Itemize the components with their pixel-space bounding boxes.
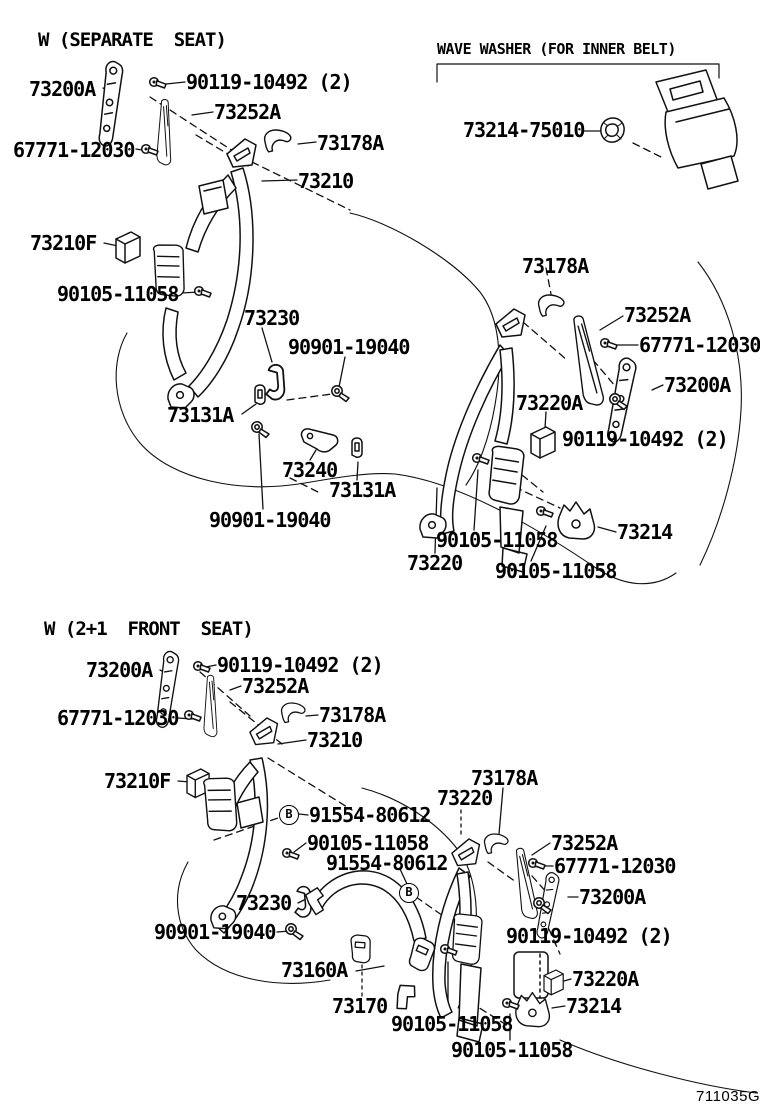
- part-drawing-retractor-rb: [453, 914, 482, 964]
- part-drawing-90901-bolt-c: [286, 924, 303, 940]
- part-label-73178A-a: 73178A: [317, 131, 384, 155]
- part-label-73131A-b: 73131A: [329, 478, 396, 502]
- part-label-73214-a: 73214: [617, 520, 673, 544]
- part-drawing-67771-screw-rb: [529, 859, 545, 869]
- part-label-91554-a: 91554-80612: [309, 803, 431, 827]
- part-drawing-73210F: [116, 232, 140, 263]
- part-drawing-73220A: [531, 427, 555, 458]
- belt-webbing-73220: [441, 345, 514, 534]
- part-label-73220-b: 73220: [437, 786, 493, 810]
- part-drawing-90119-screw-b: [194, 662, 210, 672]
- belt-webbing-center-73160A: [312, 871, 426, 941]
- fastener-marker-b2: B: [399, 883, 419, 903]
- part-label-73252A-d: 73252A: [551, 831, 618, 855]
- part-label-67771-a: 67771-12030: [13, 138, 135, 162]
- part-label-90901-c: 90901-19040: [154, 920, 276, 944]
- part-drawing-73170-buckle: [350, 934, 372, 964]
- part-label-90105-b: 90105-11058: [436, 528, 558, 552]
- fastener-marker-b1: B: [279, 805, 299, 825]
- part-label-91554-b: 91554-80612: [326, 851, 448, 875]
- part-label-73160A: 73160A: [281, 958, 348, 982]
- part-label-73210: 73210: [298, 169, 354, 193]
- part-label-90119-a: 90119-10492 (2): [186, 70, 352, 94]
- part-drawing-73214: [558, 502, 594, 539]
- part-label-90901-b: 90901-19040: [209, 508, 331, 532]
- part-label-73252A-c: 73252A: [242, 674, 309, 698]
- part-drawing-shoulder-anchor-rb: [452, 839, 480, 866]
- part-label-73178A-b: 73178A: [522, 254, 589, 278]
- part-drawing-73252A-b: [201, 675, 222, 737]
- part-drawing-90105-screw-f: [503, 999, 519, 1009]
- part-label-73230-a: 73230: [244, 306, 300, 330]
- part-drawing-67771-screw-b: [185, 711, 201, 721]
- part-label-67771-c: 67771-12030: [57, 706, 179, 730]
- part-label-73200A-c: 73200A: [86, 658, 153, 682]
- part-drawing-73178A-b: [282, 703, 305, 723]
- part-drawing-73230: [266, 365, 284, 400]
- part-drawing-73240: [301, 429, 337, 452]
- part-label-73200A-b: 73200A: [664, 373, 731, 397]
- part-label-90119-b: 90119-10492 (2): [562, 427, 728, 451]
- part-drawing-retractor-r: [489, 446, 524, 504]
- part-drawing-73178A-rb: [485, 834, 508, 854]
- part-label-90105-c: 90105-11058: [495, 559, 617, 583]
- inner-belt-housing: [514, 952, 548, 998]
- part-label-73220A-a: 73220A: [516, 391, 583, 415]
- part-drawing-67771-screw: [142, 145, 158, 155]
- part-label-73252A-b: 73252A: [624, 303, 691, 327]
- part-label-67771-d: 67771-12030: [554, 854, 676, 878]
- part-drawing-90119-screw: [150, 78, 166, 88]
- part-drawing-73220A-b: [544, 970, 563, 995]
- part-label-90119-c: 90119-10492 (2): [217, 653, 383, 677]
- part-label-73210F-b: 73210F: [104, 769, 171, 793]
- belt-guide-clip: [199, 180, 228, 214]
- wave-washer-inset: [601, 70, 738, 189]
- part-label-73220A-b: 73220A: [572, 967, 639, 991]
- part-label-90105-a: 90105-11058: [57, 282, 179, 306]
- part-label-73200A-d: 73200A: [579, 885, 646, 909]
- part-label-73240: 73240: [282, 458, 338, 482]
- part-label-73210-b: 73210: [307, 728, 363, 752]
- part-drawing-73131A-b: [352, 438, 362, 457]
- part-label-73252A-a: 73252A: [214, 100, 281, 124]
- part-drawing-90105-screw-c: [537, 507, 553, 517]
- part-label-73178A-c: 73178A: [319, 703, 386, 727]
- part-label-90105-d: 90105-11058: [307, 831, 429, 855]
- part-label-67771-b: 67771-12030: [639, 333, 760, 357]
- part-drawing-73178A: [265, 130, 291, 152]
- part-label-73210F-a: 73210F: [30, 231, 97, 255]
- part-label-90105-f: 90105-11058: [451, 1038, 573, 1062]
- part-drawing-73170-tongue: [394, 983, 417, 1013]
- part-drawing-shoulder-anchor: [227, 139, 256, 167]
- part-drawing-90901-bolt: [332, 386, 349, 402]
- part-label-73131A-a: 73131A: [167, 403, 234, 427]
- part-label-73230-b: 73230: [236, 891, 292, 915]
- part-drawing-90105-screw-b: [473, 454, 489, 464]
- part-drawing-retractor-b: [202, 775, 241, 833]
- inset-title: WAVE WASHER (FOR INNER BELT): [437, 40, 676, 58]
- part-drawing-67771-screw-r: [601, 339, 617, 349]
- part-label-90105-e: 90105-11058: [391, 1012, 513, 1036]
- part-drawing-buckle-end: [408, 937, 436, 973]
- part-drawing-shoulder-anchor-r: [496, 309, 525, 337]
- part-label-73220-a: 73220: [407, 551, 463, 575]
- section-title-front-seat: W (2+1 FRONT SEAT): [44, 618, 253, 640]
- page-code: 711035G: [696, 1088, 760, 1105]
- part-drawing-73200A: [99, 61, 124, 147]
- part-drawing-73178A-r: [539, 295, 564, 316]
- part-label-73170: 73170: [332, 994, 388, 1018]
- part-drawing-90901-bolt-b: [252, 422, 269, 438]
- part-label-90901-a: 90901-19040: [288, 335, 410, 359]
- part-drawing-90105-screw: [195, 287, 211, 297]
- section-title-separate-seat: W (SEPARATE SEAT): [38, 29, 226, 51]
- part-drawing-73214-75010: [601, 118, 624, 142]
- belt-guide-clip-b: [237, 797, 263, 828]
- part-drawing-73131A: [255, 385, 265, 404]
- part-label-73214-75010: 73214-75010: [463, 118, 585, 142]
- part-label-73214-b: 73214: [566, 994, 622, 1018]
- part-drawing-73252A: [154, 99, 178, 165]
- part-label-73200A-a: 73200A: [29, 77, 96, 101]
- part-label-73178A-d: 73178A: [471, 766, 538, 790]
- part-label-90119-d: 90119-10492 (2): [506, 924, 672, 948]
